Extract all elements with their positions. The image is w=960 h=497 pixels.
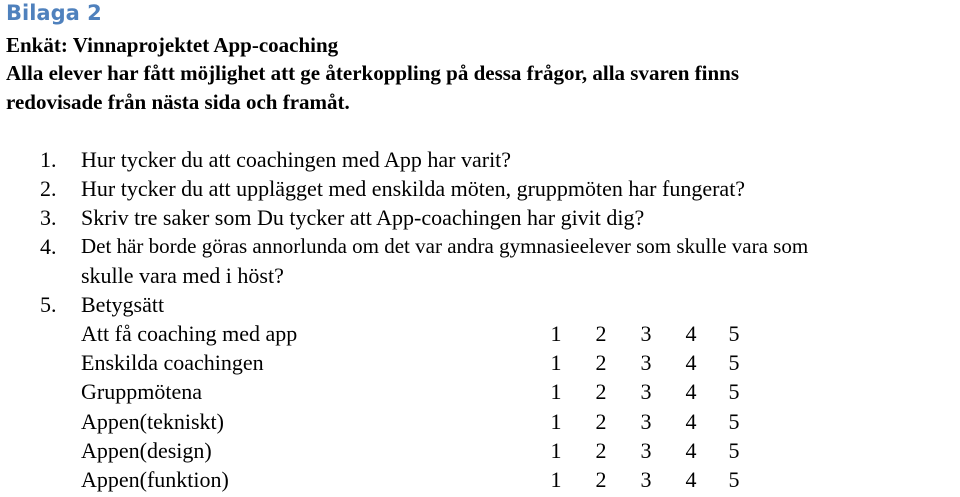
- rating-scale-value: 5: [728, 379, 740, 404]
- intro-line-1: Alla elever har fått möjlighet att ge återkoppling på dessa frågor, alla svaren finns: [6, 61, 740, 85]
- rating-scale-value: 5: [728, 409, 740, 434]
- rating-scale-value: 5: [728, 438, 740, 463]
- rating-scale-value: 3: [640, 379, 652, 404]
- rating-scale-value: 1: [550, 379, 562, 404]
- question-text: Hur tycker du att upplägget med enskilda möten, gruppmöten har fungerat?: [81, 176, 746, 201]
- rating-scale-value: 2: [595, 350, 607, 375]
- rating-scale-value: 2: [595, 321, 607, 346]
- rating-scale-value: 5: [728, 321, 740, 346]
- rating-row-label: Appen(design): [81, 438, 212, 463]
- rating-scale-value: 4: [685, 467, 697, 492]
- rating-scale-value: 3: [640, 350, 652, 375]
- rating-scale-value: 5: [728, 467, 740, 492]
- rating-scale-value: 1: [550, 321, 562, 346]
- rating-scale-value: 1: [550, 467, 562, 492]
- intro-line-2: redovisade från nästa sida och framåt.: [6, 90, 350, 114]
- rating-scale-value: 3: [640, 438, 652, 463]
- question-text: Det här borde göras annorlunda om det var andra gymnasieelever som skulle vara som: [81, 234, 809, 258]
- rating-row-label: Enskilda coachingen: [81, 350, 264, 375]
- rating-scale-value: 2: [595, 379, 607, 404]
- question-number: 3.: [40, 205, 57, 230]
- rating-scale-value: 2: [595, 438, 607, 463]
- rating-scale-value: 3: [640, 409, 652, 434]
- question-number: 5.: [40, 292, 57, 317]
- rating-scale-value: 2: [595, 409, 607, 434]
- question-number: 4.: [40, 234, 57, 259]
- rating-scale-value: 3: [640, 321, 652, 346]
- survey-title: Enkät: Vinnaprojektet App-coaching: [6, 33, 339, 57]
- rating-scale-value: 1: [550, 438, 562, 463]
- question-text: Skriv tre saker som Du tycker att App-coachingen har givit dig?: [81, 205, 645, 230]
- question-number: 1.: [40, 147, 57, 172]
- question-text: Hur tycker du att coachingen med App har varit?: [81, 147, 512, 172]
- rating-scale-value: 4: [685, 409, 697, 434]
- rating-row-label: Appen(funktion): [81, 467, 229, 492]
- question-text: Betygsätt: [81, 292, 165, 317]
- rating-scale-value: 1: [550, 350, 562, 375]
- question-number: 2.: [40, 176, 57, 201]
- rating-scale-value: 3: [640, 467, 652, 492]
- rating-scale-value: 4: [685, 321, 697, 346]
- rating-scale-value: 2: [595, 467, 607, 492]
- question-text-continued: skulle vara med i höst?: [81, 263, 284, 288]
- rating-scale-value: 4: [685, 438, 697, 463]
- appendix-heading: Bilaga 2: [6, 1, 102, 25]
- rating-row-label: Att få coaching med app: [81, 321, 298, 346]
- rating-scale-value: 4: [685, 379, 697, 404]
- rating-scale-value: 1: [550, 409, 562, 434]
- rating-row-label: Appen(tekniskt): [81, 409, 224, 434]
- rating-scale-value: 4: [685, 350, 697, 375]
- rating-scale-value: 5: [728, 350, 740, 375]
- rating-row-label: Gruppmötena: [81, 379, 202, 404]
